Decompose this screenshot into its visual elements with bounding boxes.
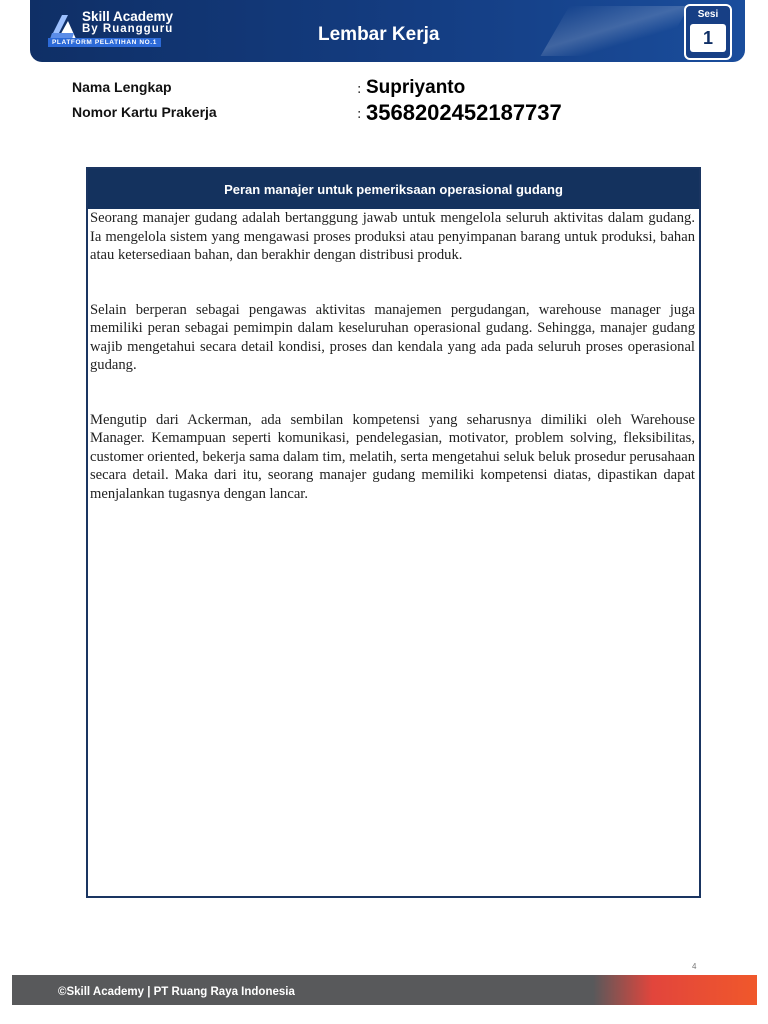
name-value: Supriyanto bbox=[366, 77, 466, 98]
page-header bbox=[30, 0, 745, 62]
brand-name: Skill Academy bbox=[82, 9, 174, 24]
card-separator: : bbox=[357, 107, 362, 122]
page-title: Lembar Kerja bbox=[318, 24, 440, 45]
session-badge bbox=[684, 4, 732, 60]
footer-copyright: ©Skill Academy | PT Ruang Raya Indonesia bbox=[58, 986, 295, 998]
card-label: Nomor Kartu Prakerja bbox=[72, 104, 217, 120]
content-body bbox=[90, 209, 695, 539]
page-footer bbox=[12, 975, 757, 1005]
session-label: Sesi bbox=[697, 9, 719, 20]
session-number: 1 bbox=[690, 24, 726, 52]
pen-decoration bbox=[541, 6, 690, 56]
brand-tag: PLATFORM PELATIHAN NO.1 bbox=[48, 38, 161, 47]
name-separator: : bbox=[357, 82, 362, 97]
content-heading: Peran manajer untuk pemeriksaan operasional gudang bbox=[88, 169, 699, 209]
paragraph-2: Selain berperan sebagai pengawas aktivitas manajemen pergudangan, warehouse manager juga memiliki peran sebagai pemimpin dalam keseluruhan operasional gudang. Sehingga, manajer gudang wajib mengetahui secara detail kondisi, proses dan kendala yang ada pada seluruh proses operasional gudang. bbox=[90, 301, 695, 373]
skill-academy-logo bbox=[48, 10, 218, 54]
paragraph-1: Seorang manajer gudang adalah bertanggung jawab untuk mengelola seluruh aktivitas dalam gudang. Ia mengelola sistem yang mengawasi proses produksi atau penyimpanan barang untuk produksi, bahan atau ketersediaan bahan, dan berakhir dengan distribusi produk. bbox=[90, 210, 695, 263]
content-box bbox=[86, 167, 701, 898]
page-number: 4 bbox=[692, 962, 697, 971]
paragraph-3: Mengutip dari Ackerman, ada sembilan kompetensi yang seharusnya dimiliki oleh Warehouse Manager. Kemampuan seperti komunikasi, pendelegasian, motivator, problem solving, fleksibilitas, customer oriented, bekerja sama dalam tim, melatih, serta mengetahui seluk beluk prosedur perusahaan secara detail. Maka dari itu, seorang manajer gudang memiliki kompetensi diatas, dipastikan dapat menjalankan tugasnya dengan lancar. bbox=[90, 411, 695, 502]
card-value: 3568202452187737 bbox=[366, 100, 562, 125]
brand-sub: By Ruangguru bbox=[82, 23, 174, 35]
logo-mark-icon bbox=[48, 13, 78, 41]
name-label: Nama Lengkap bbox=[72, 79, 172, 95]
